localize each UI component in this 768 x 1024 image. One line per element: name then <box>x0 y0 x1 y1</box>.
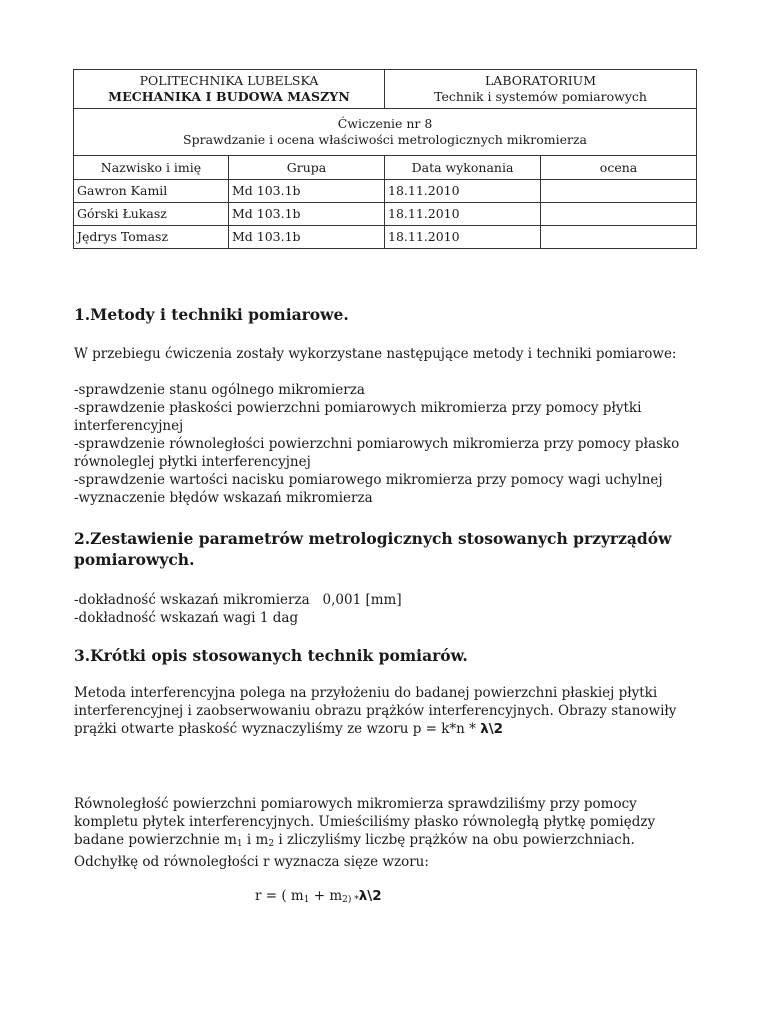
paragraph-line: Odchyłkę od równoległości r wyznacza sięze wzoru: <box>74 854 429 870</box>
header-table <box>73 69 697 249</box>
list-item: -wyznaczenie błędów wskazań mikromierza <box>74 490 373 506</box>
lab-cell <box>385 70 697 109</box>
paragraph-text: prążki otwarte płaskość wyznaczyliśmy ze wzoru p = k*n * <box>74 721 481 737</box>
lambda-fraction: λ\2 <box>480 721 504 737</box>
section1-intro-text: W przebiegu ćwiczenia zostały wykorzystane następujące metody i techniki pomiarowe: <box>74 346 677 362</box>
faculty-name: MECHANIKA I BUDOWA MASZYN <box>108 89 350 104</box>
list-item: -sprawdzenie płaskości powierzchni pomiarowych mikromierza przy pomocy płytki <box>74 400 642 416</box>
section1-heading: 1.Metody i techniki pomiarowe. <box>74 305 349 324</box>
section3-paragraph1 <box>74 684 694 738</box>
col-header-group: Grupa <box>229 156 385 180</box>
list-item: -dokładność wskazań mikromierza 0,001 [mm] <box>74 592 402 608</box>
paragraph-line <box>74 831 694 853</box>
student-date: 18.11.2010 <box>385 180 541 203</box>
parallelism-formula <box>255 887 382 909</box>
student-name: Gawron Kamil <box>74 180 229 203</box>
student-group: Md 103.1b <box>229 203 385 226</box>
section3-paragraph2 <box>74 795 694 871</box>
lambda-fraction: λ\2 <box>358 888 382 904</box>
section2-list <box>74 591 694 627</box>
list-item: równoleglej płytki interferencyjnej <box>74 454 311 470</box>
list-item: interferencyjnej <box>74 418 184 434</box>
student-date: 18.11.2010 <box>385 203 541 226</box>
paragraph-line: interferencyjnej i zaobserwowaniu obrazu prążków interferencyjnych. Obrazy stanowiły <box>74 703 677 719</box>
student-group: Md 103.1b <box>229 180 385 203</box>
section1-intro <box>74 345 694 363</box>
subscript: 1 <box>236 839 243 849</box>
col-header-grade: ocena <box>541 156 697 180</box>
table-row <box>74 203 697 226</box>
student-group: Md 103.1b <box>229 226 385 249</box>
table-row <box>74 226 697 249</box>
exercise-number: Ćwiczenie nr 8 <box>337 116 433 131</box>
paragraph-line: kompletu płytek interferencyjnych. Umieściliśmy płasko równoległą płytkę pomiędzy <box>74 814 656 830</box>
table-row <box>74 180 697 203</box>
exercise-title: Sprawdzanie i ocena właściwości metrologicznych mikromierza <box>183 132 587 147</box>
subscript: 2 <box>268 839 275 849</box>
paragraph-line <box>74 720 694 738</box>
paragraph-line: Metoda interferencyjna polega na przyłożeniu do badanej powierzchni płaskiej płytki <box>74 685 658 701</box>
col-header-name: Nazwisko i imię <box>74 156 229 180</box>
lab-title: LABORATORIUM <box>485 73 597 88</box>
student-name: Jędrys Tomasz <box>74 226 229 249</box>
list-item: -dokładność wskazań wagi 1 dag <box>74 610 299 626</box>
section2-heading-line2: pomiarowych. <box>74 550 195 569</box>
list-item: -sprawdzenie wartości nacisku pomiarowego mikromierza przy pomocy wagi uchylnej <box>74 472 663 488</box>
paragraph-text: badane powierzchnie m <box>74 832 237 848</box>
student-grade <box>541 226 697 249</box>
header-top-row <box>74 70 697 109</box>
section2-heading-line1: 2.Zestawienie parametrów metrologicznych stosowanych przyrządów <box>74 529 672 548</box>
lab-subject: Technik i systemów pomiarowych <box>434 89 647 104</box>
exercise-cell <box>74 109 697 156</box>
university-cell <box>74 70 385 109</box>
section1-list <box>74 381 694 507</box>
formula-text: r = ( m <box>255 888 304 904</box>
column-header-row <box>74 156 697 180</box>
subscript: 2) * <box>342 895 359 905</box>
col-header-date: Data wykonania <box>385 156 541 180</box>
exercise-row <box>74 109 697 156</box>
section3-heading: 3.Krótki opis stosowanych technik pomiarów. <box>74 646 468 665</box>
student-name: Górski Łukasz <box>74 203 229 226</box>
paragraph-text: i m <box>242 832 269 848</box>
paragraph-line: Równoległość powierzchni pomiarowych mikromierza sprawdziliśmy przy pomocy <box>74 796 637 812</box>
section2-heading <box>74 528 694 570</box>
student-grade <box>541 180 697 203</box>
university-name: POLITECHNIKA LUBELSKA <box>139 73 319 88</box>
paragraph-text: i zliczyliśmy liczbę prążków na obu powierzchniach. <box>274 832 635 848</box>
list-item: -sprawdzenie równoległości powierzchni pomiarowych mikromierza przy pomocy płasko <box>74 436 680 452</box>
student-grade <box>541 203 697 226</box>
subscript: 1 <box>303 895 310 905</box>
formula-text: + m <box>309 888 343 904</box>
student-date: 18.11.2010 <box>385 226 541 249</box>
list-item: -sprawdzenie stanu ogólnego mikromierza <box>74 382 365 398</box>
